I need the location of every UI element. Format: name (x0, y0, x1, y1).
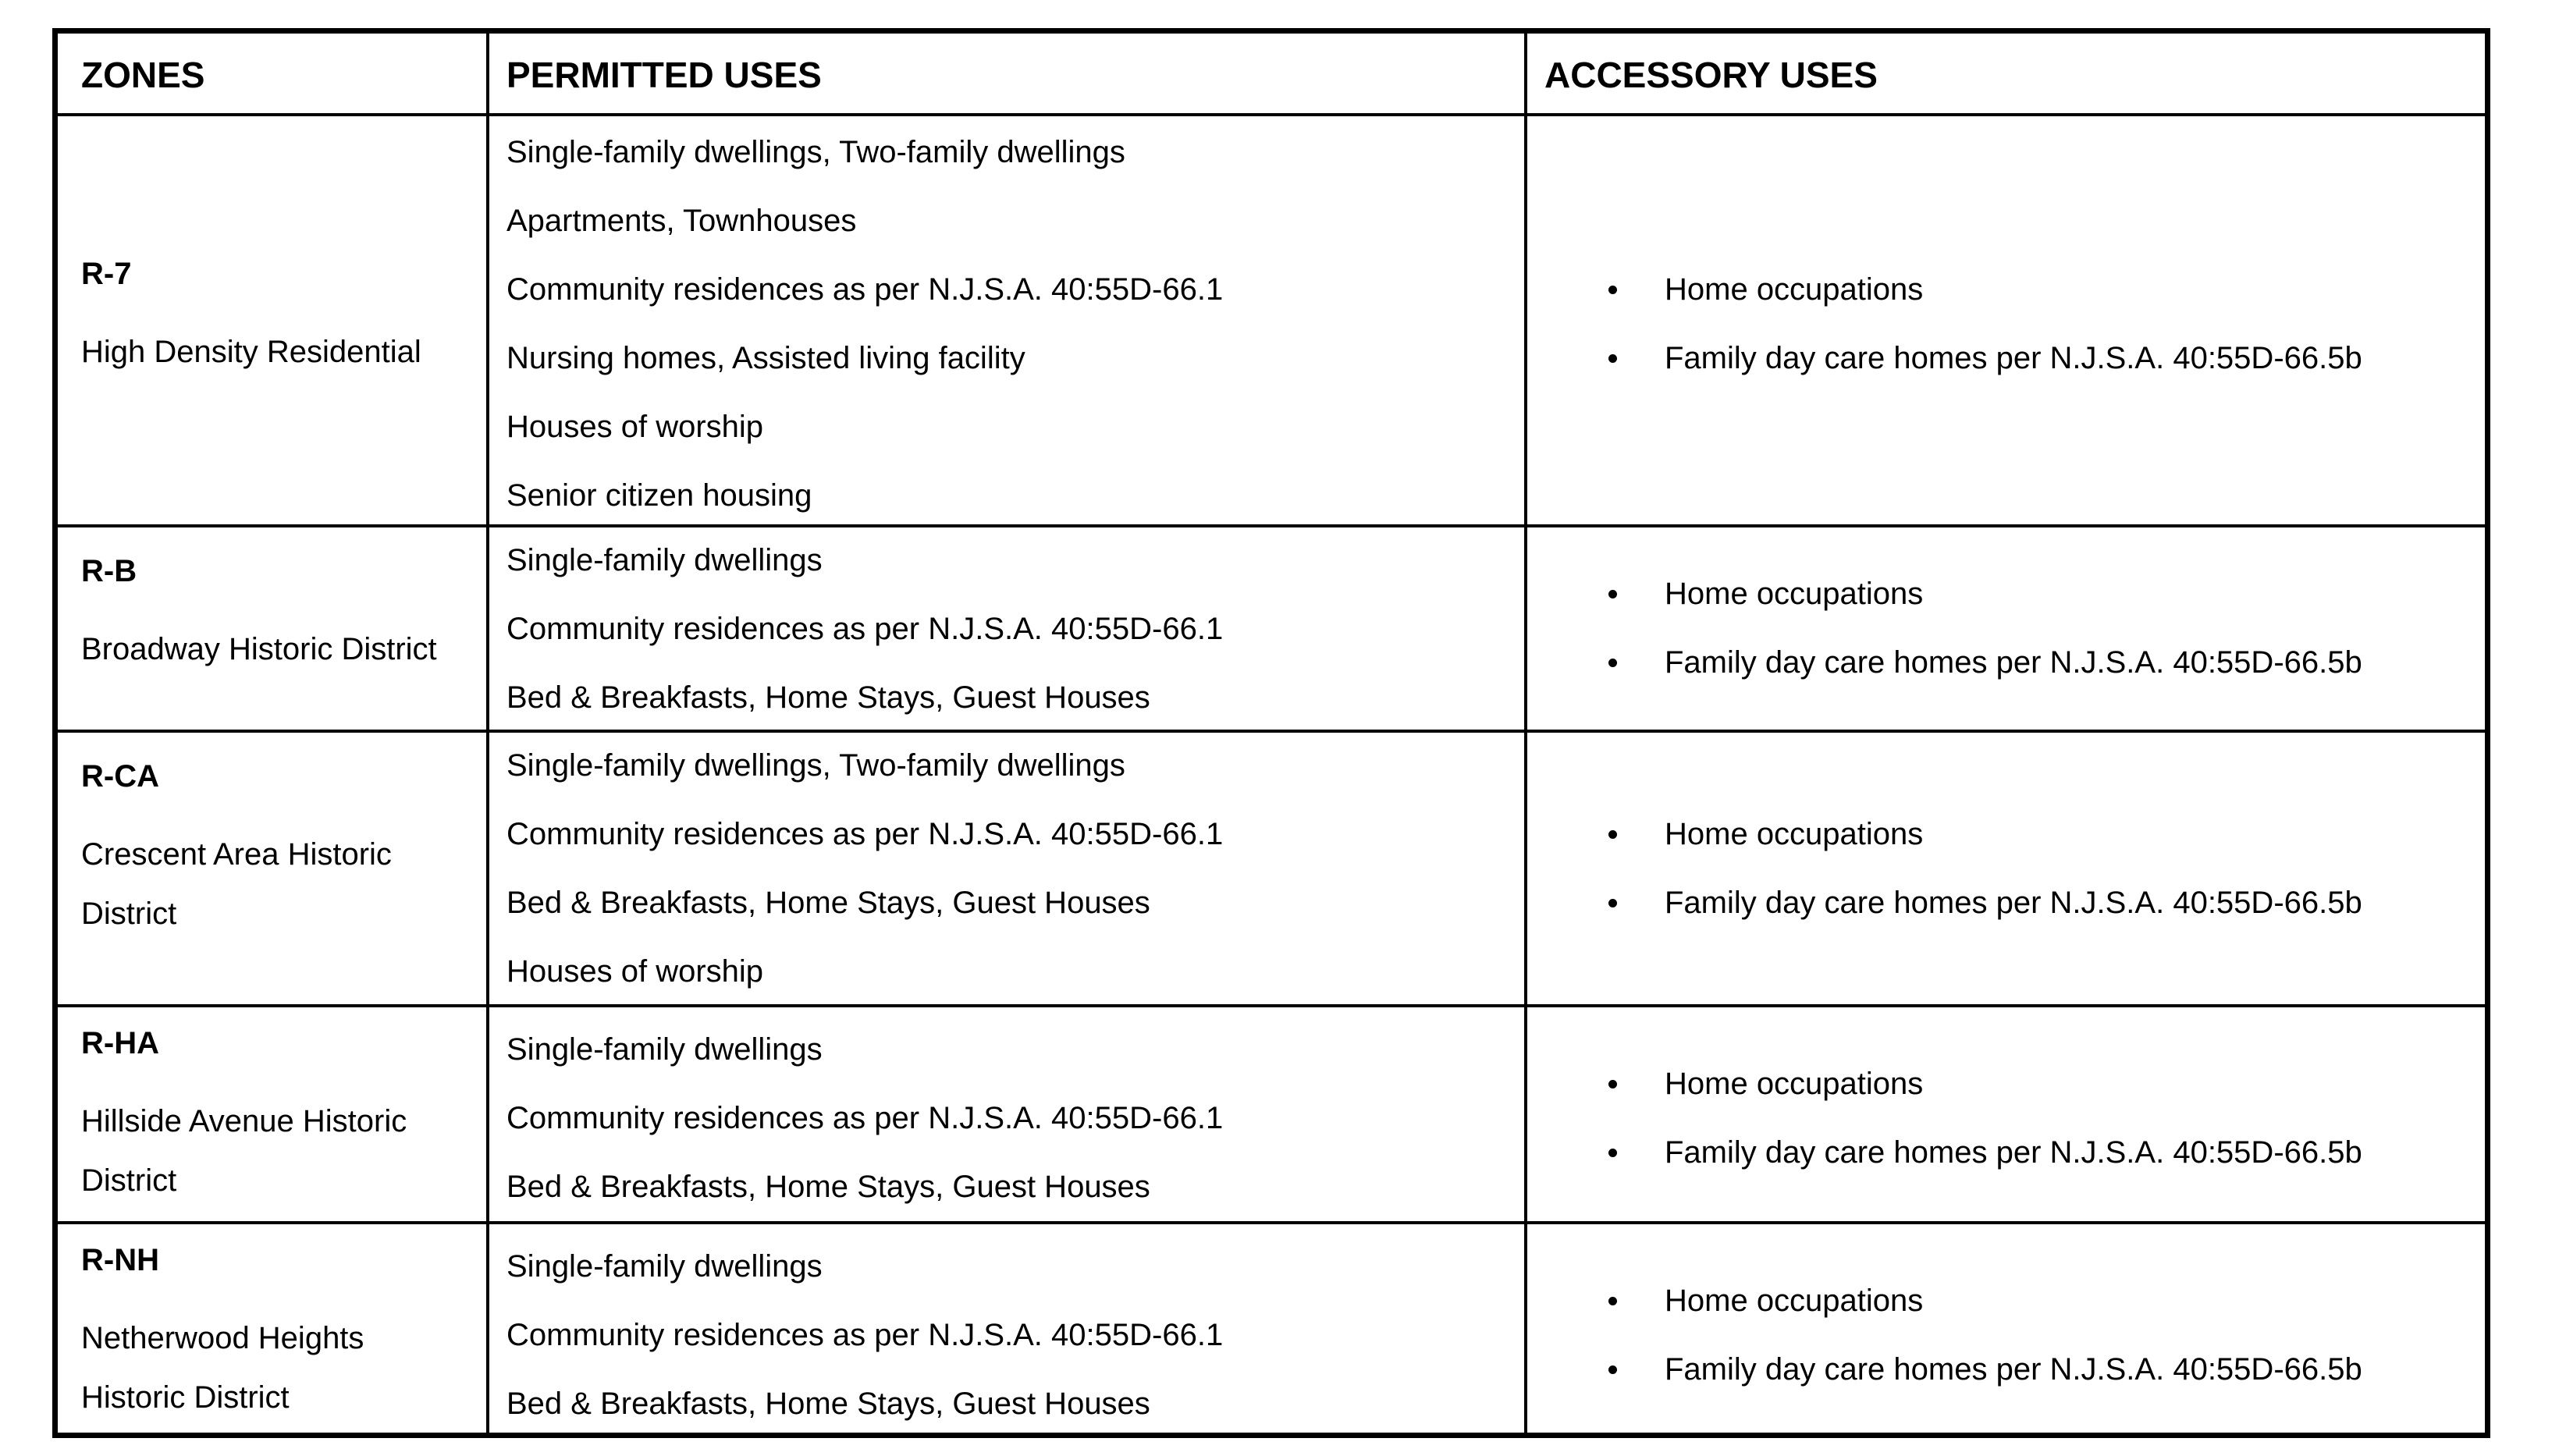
permitted-use-item: Houses of worship (506, 410, 764, 444)
zone-code: R-7 (81, 257, 132, 291)
permitted-use-item: Single-family dwellings, Two-family dwellings (506, 135, 1125, 169)
accessory-use-text: Family day care homes per N.J.S.A. 40:55D-66.5b (1665, 1352, 2362, 1387)
permitted-use-item: Single-family dwellings (506, 543, 823, 577)
zone-cell (58, 1007, 486, 1221)
zone-code: R-B (81, 554, 137, 588)
accessory-uses-cell (1524, 527, 2485, 730)
accessory-uses-list (1527, 559, 2477, 697)
zone-cell (58, 116, 486, 524)
permitted-use-item: Community residences as per N.J.S.A. 40:55D-66.1 (506, 272, 1224, 307)
accessory-uses-cell (1524, 1007, 2485, 1221)
header-accessory-uses: ACCESSORY USES (1544, 55, 1878, 95)
zone-name-line: Netherwood Heights (81, 1321, 364, 1355)
permitted-use-item: Single-family dwellings, Two-family dwellings (506, 748, 1125, 783)
permitted-uses-list (506, 118, 1516, 530)
accessory-uses-list (1527, 800, 2477, 937)
accessory-use-item (1527, 1335, 2477, 1404)
table-row-r-ha (58, 1004, 2485, 1221)
zone-name-line: Hillside Avenue Historic (81, 1104, 407, 1138)
accessory-uses-list (1527, 1049, 2477, 1187)
accessory-use-item (1527, 800, 2477, 868)
permitted-use-item: Community residences as per N.J.S.A. 40:55D-66.1 (506, 612, 1224, 646)
permitted-use-item: Bed & Breakfasts, Home Stays, Guest Houses (506, 680, 1150, 715)
header-cell-permitted-uses (486, 34, 1524, 113)
header-cell-accessory-uses (1524, 34, 2485, 113)
accessory-use-text: Home occupations (1665, 1067, 1924, 1101)
zone-block (81, 257, 478, 382)
table-header-row (58, 34, 2485, 113)
bullet-icon (1608, 899, 1617, 907)
zone-name-line: District (81, 1163, 177, 1198)
permitted-use-item: Nursing homes, Assisted living facility (506, 341, 1025, 375)
header-cell-zones (58, 34, 486, 113)
zone-name-line: Historic District (81, 1380, 290, 1415)
permitted-uses-cell (486, 1224, 1524, 1433)
accessory-use-text: Home occupations (1665, 272, 1924, 307)
zone-block (81, 759, 478, 943)
accessory-use-item (1527, 324, 2477, 392)
permitted-use-item: Bed & Breakfasts, Home Stays, Guest Houses (506, 1387, 1150, 1421)
permitted-use-item: Single-family dwellings (506, 1032, 823, 1067)
permitted-use-item: Senior citizen housing (506, 478, 812, 513)
header-permitted-uses: PERMITTED USES (506, 55, 822, 95)
zone-name-line: High Density Residential (81, 335, 421, 369)
zone-cell (58, 733, 486, 1004)
table-row-r-nh (58, 1221, 2485, 1433)
bullet-icon (1608, 1080, 1617, 1088)
accessory-use-item (1527, 559, 2477, 628)
zone-cell (58, 1224, 486, 1433)
accessory-use-item (1527, 1266, 2477, 1335)
permitted-uses-cell (486, 116, 1524, 524)
zone-block (81, 1243, 478, 1427)
accessory-use-item (1527, 1049, 2477, 1118)
accessory-use-item (1527, 628, 2477, 697)
accessory-use-text: Home occupations (1665, 577, 1924, 611)
permitted-uses-list (506, 731, 1516, 1006)
accessory-use-text: Home occupations (1665, 817, 1924, 851)
zone-code: R-CA (81, 759, 159, 794)
permitted-use-item: Community residences as per N.J.S.A. 40:55D-66.1 (506, 1101, 1224, 1135)
zone-block (81, 554, 478, 679)
zone-name-line: Crescent Area Historic (81, 837, 392, 872)
accessory-use-text: Family day care homes per N.J.S.A. 40:55D-66.5b (1665, 645, 2362, 680)
permitted-use-item: Houses of worship (506, 954, 764, 989)
bullet-icon (1608, 659, 1617, 667)
accessory-use-text: Family day care homes per N.J.S.A. 40:55D-66.5b (1665, 1135, 2362, 1170)
accessory-use-item (1527, 255, 2477, 324)
accessory-use-item (1527, 868, 2477, 937)
permitted-uses-list (506, 1015, 1516, 1221)
bullet-icon (1608, 1297, 1617, 1305)
zone-block (81, 1026, 478, 1210)
bullet-icon (1608, 1365, 1617, 1374)
accessory-uses-cell (1524, 116, 2485, 524)
zone-cell (58, 527, 486, 730)
accessory-uses-cell (1524, 733, 2485, 1004)
accessory-use-item (1527, 1118, 2477, 1187)
zone-name-line: District (81, 897, 177, 931)
accessory-use-text: Family day care homes per N.J.S.A. 40:55D-66.5b (1665, 341, 2362, 375)
bullet-icon (1608, 830, 1617, 839)
bullet-icon (1608, 354, 1617, 363)
accessory-use-text: Family day care homes per N.J.S.A. 40:55D-66.5b (1665, 886, 2362, 920)
table-row-r-ca (58, 730, 2485, 1004)
permitted-uses-cell (486, 527, 1524, 730)
zone-code: R-HA (81, 1026, 159, 1060)
permitted-uses-list (506, 526, 1516, 732)
table-row-r-7 (58, 113, 2485, 524)
zone-name-line: Broadway Historic District (81, 632, 437, 666)
permitted-use-item: Community residences as per N.J.S.A. 40:55D-66.1 (506, 1318, 1224, 1352)
accessory-uses-list (1527, 1266, 2477, 1404)
permitted-uses-list (506, 1232, 1516, 1438)
permitted-use-item: Single-family dwellings (506, 1249, 823, 1284)
permitted-use-item: Apartments, Townhouses (506, 204, 857, 238)
permitted-uses-cell (486, 1007, 1524, 1221)
table-row-r-b (58, 524, 2485, 730)
permitted-use-item: Community residences as per N.J.S.A. 40:55D-66.1 (506, 817, 1224, 851)
bullet-icon (1608, 1149, 1617, 1157)
permitted-use-item: Bed & Breakfasts, Home Stays, Guest Houses (506, 886, 1150, 920)
accessory-use-text: Home occupations (1665, 1284, 1924, 1318)
permitted-uses-cell (486, 733, 1524, 1004)
header-zones: ZONES (81, 55, 205, 95)
bullet-icon (1608, 590, 1617, 598)
zoning-table (52, 28, 2490, 1438)
accessory-uses-list (1527, 255, 2477, 392)
permitted-use-item: Bed & Breakfasts, Home Stays, Guest Houses (506, 1170, 1150, 1204)
bullet-icon (1608, 286, 1617, 294)
zone-code: R-NH (81, 1243, 159, 1277)
accessory-uses-cell (1524, 1224, 2485, 1433)
